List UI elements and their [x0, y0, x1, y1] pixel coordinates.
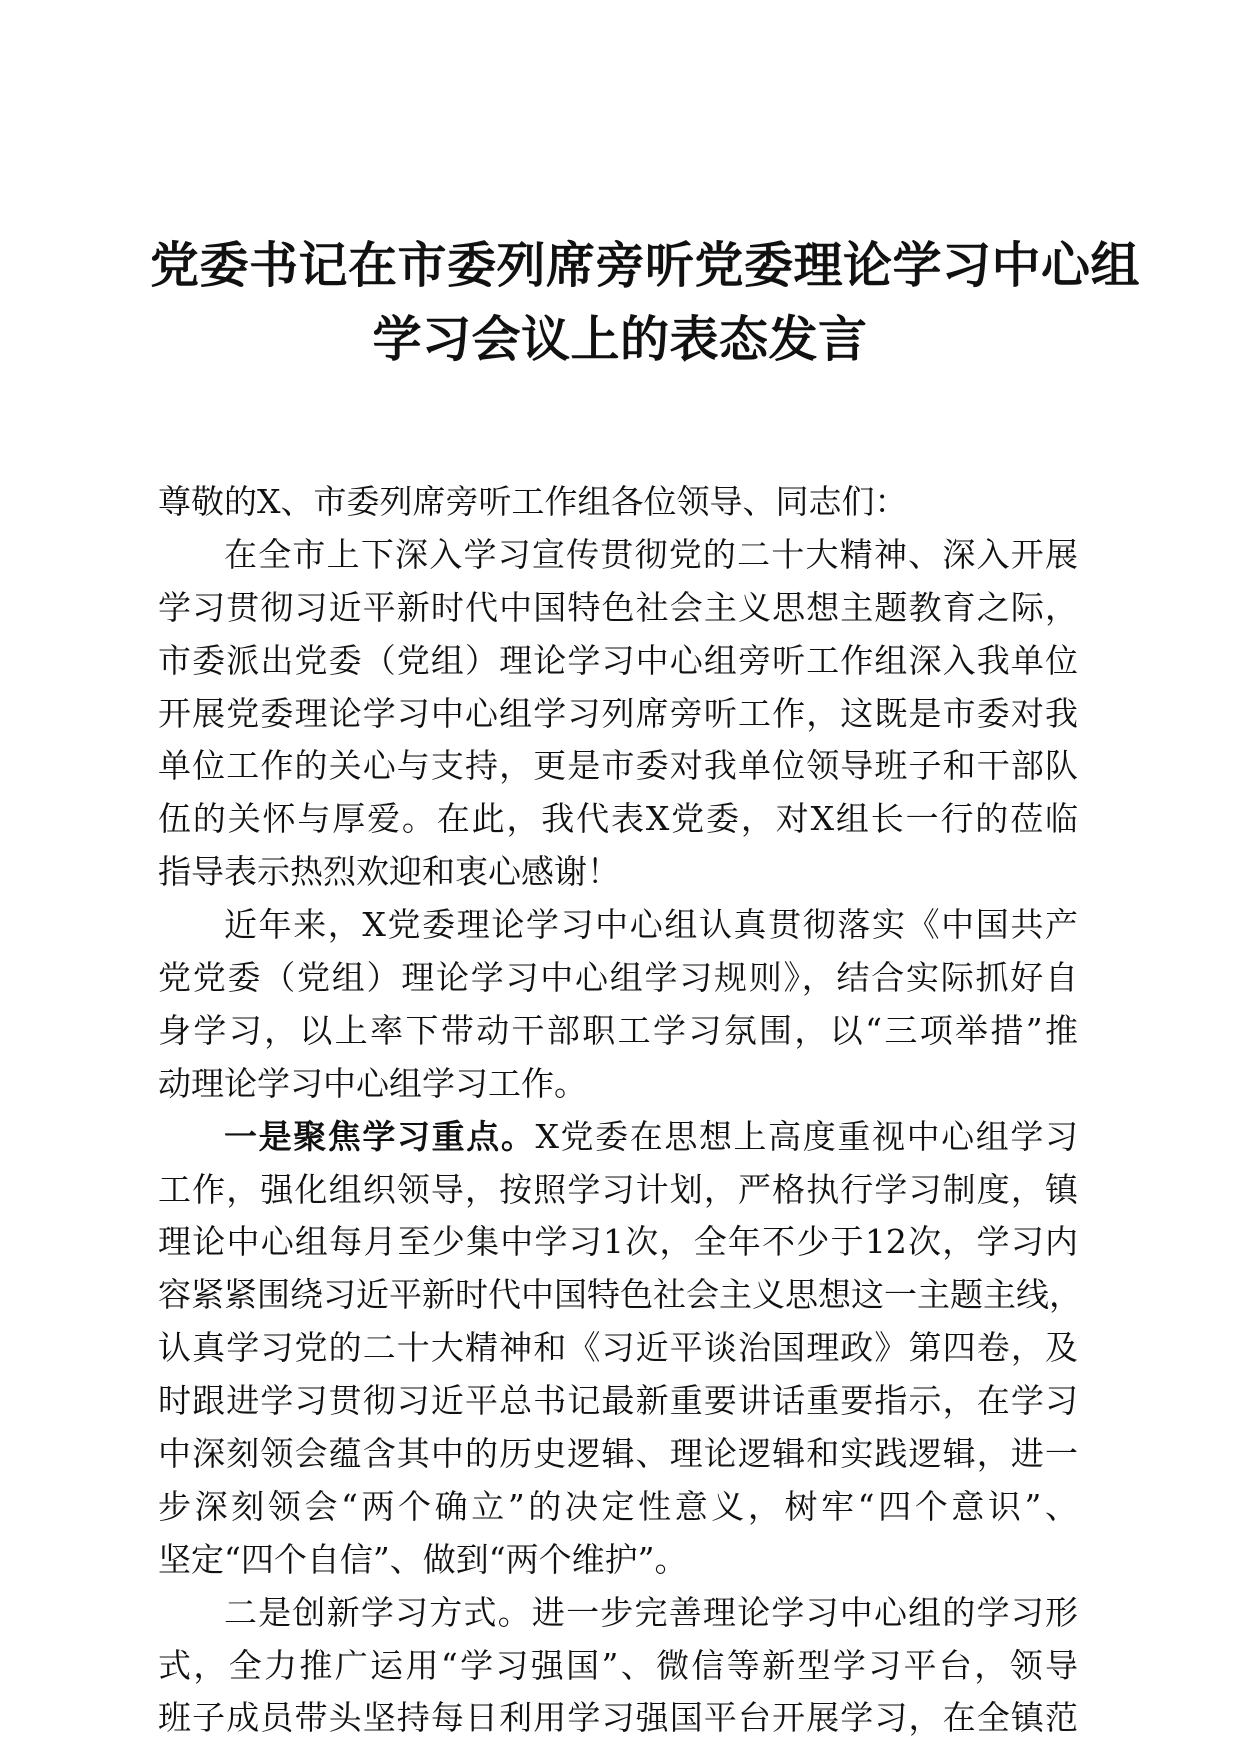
paragraph-1-line: 单位工作的关心与支持，更是市委对我单位领导班子和干部队 [158, 746, 1078, 786]
paragraph-1-line: 指导表示热烈欢迎和衷心感谢！ [158, 852, 620, 892]
paragraph-1-line: 伍的关怀与厚爱。在此，我代表X党委，对X组长一行的莅临 [158, 799, 1078, 839]
paragraph-2-line: 党党委（党组）理论学习中心组学习规则》，结合实际抓好自 [158, 958, 1078, 998]
paragraph-4-line: 式，全力推广运用“学习强国”、微信等新型学习平台，领导 [158, 1645, 1078, 1685]
title-line-2: 学习会议上的表态发言 [372, 310, 868, 368]
paragraph-3-lead: 一是聚焦学习重点。 [224, 1116, 536, 1156]
paragraph-3-line: 理论中心组每月至少集中学习1次，全年不少于12次，学习内 [158, 1222, 1078, 1262]
paragraph-3-first-line [158, 1111, 1078, 1164]
salutation: 尊敬的X、市委列席旁听工作组各位领导、同志们： [158, 482, 908, 521]
document-body [158, 476, 1082, 1745]
paragraph-3-line: 时跟进学习贯彻习近平总书记最新重要讲话重要指示，在学习 [158, 1381, 1078, 1421]
paragraph-3-line: 坚定“四个自信”、做到“两个维护”。 [158, 1539, 688, 1579]
document-title [150, 228, 1141, 376]
paragraph-4-line: 班子成员带头坚持每日利用学习强国平台开展学习，在全镇范 [158, 1698, 1078, 1738]
paragraph-3-line: 工作，强化组织领导，按照学习计划，严格执行学习制度，镇 [158, 1169, 1078, 1209]
paragraph-3-line-text: X党委在思想上高度重视中心组学习 [535, 1116, 1078, 1156]
paragraph-2-line: 动理论学习中心组学习工作。 [158, 1063, 587, 1103]
paragraph-1-line: 在全市上下深入学习宣传贯彻党的二十大精神、深入开展 [224, 534, 1078, 574]
paragraph-4-line: 二是创新学习方式。进一步完善理论学习中心组的学习形 [224, 1592, 1078, 1632]
paragraph-3-line: 步深刻领会“两个确立”的决定性意义，树牢“四个意识”、 [158, 1486, 1078, 1526]
paragraph-2-line: 身学习，以上率下带动干部职工学习氛围，以“三项举措”推 [158, 1010, 1078, 1050]
paragraph-3-line: 中深刻领会蕴含其中的历史逻辑、理论逻辑和实践逻辑，进一 [158, 1434, 1078, 1474]
title-line-1: 党委书记在市委列席旁听党委理论学习中心组 [150, 236, 1141, 294]
paragraph-3-line: 认真学习党的二十大精神和《习近平谈治国理政》第四卷，及 [158, 1328, 1078, 1368]
paragraph-3-line: 容紧紧围绕习近平新时代中国特色社会主义思想这一主题主线， [158, 1275, 1082, 1315]
paragraph-2-line: 近年来，X党委理论学习中心组认真贯彻落实《中国共产 [224, 905, 1078, 945]
paragraph-1-line: 学习贯彻习近平新时代中国特色社会主义思想主题教育之际， [158, 587, 1078, 627]
paragraph-1-line: 开展党委理论学习中心组学习列席旁听工作，这既是市委对我 [158, 693, 1078, 733]
paragraph-1-line: 市委派出党委（党组）理论学习中心组旁听工作组深入我单位 [158, 640, 1078, 680]
